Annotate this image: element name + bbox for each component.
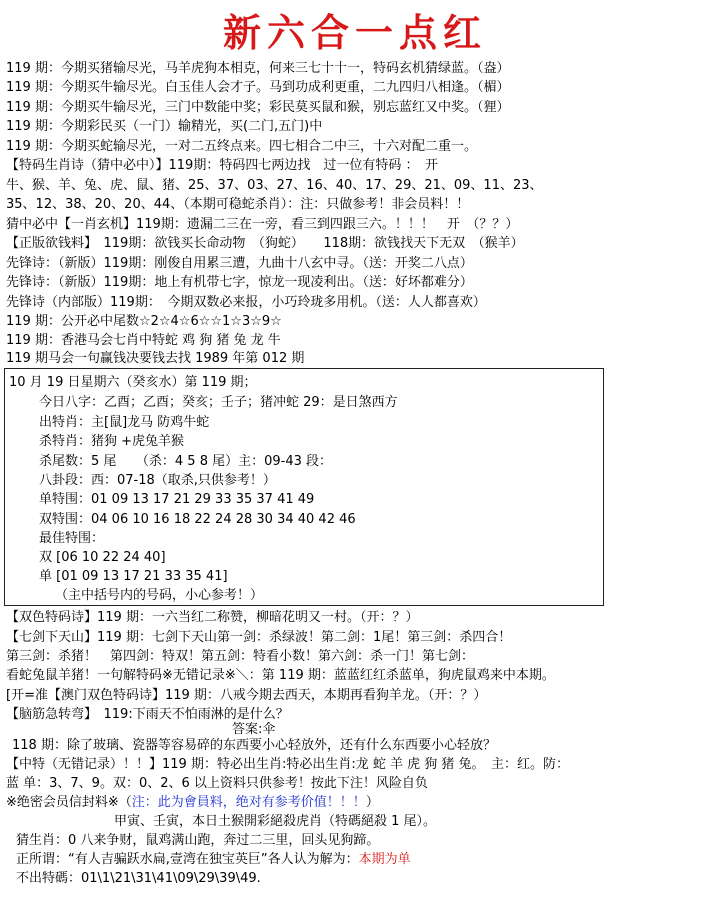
box-line: （主中括号内的号码，小心参考！）	[55, 588, 264, 603]
text-line: 119 期：香港马会七肖中特蛇 鸡 狗 猪 兔 龙 牛	[6, 333, 281, 348]
text-line: 119 期：今期买牛输尽光，三门中数能中奖；彩民莫买鼠和猴，别忘蓝红又中奖。（狸）	[6, 100, 510, 115]
box-line: 双 [06 10 22 24 40]	[39, 550, 166, 565]
vip-line	[6, 794, 706, 812]
text-line: 先锋诗：（新版）119期：地上有机带七字，惊龙一现凌利出。（送：好坏都难分）	[6, 275, 473, 290]
text-line: 119 期：今期买蛇输尽光，一对二五终点来。四七相合二中三，十六对配二重一。	[6, 139, 477, 154]
text-line: 【中特（无错记录）！！】119 期：特必出生肖:特必出生肖:龙 蛇 羊 虎 狗 猪 兔。 主：红。防：	[6, 757, 569, 772]
text-line: 蓝 单：3、7、9。双：0、2、6 以上资料只供参考！按此下注！风险自负	[6, 776, 428, 791]
box-line: 出特肖：主[鼠]龙马 防鸡牛蛇	[39, 415, 210, 430]
text-line: [开=准【澳门双色特码诗】119 期：八戒今期去西天，本期再看狗羊龙。（开：？）	[6, 688, 487, 703]
text-line: 甲寅、壬寅，本日土猴開彩絕殺虎肖（特碼絕殺 1 尾）。	[114, 814, 437, 829]
vip-suffix: ）	[365, 795, 379, 810]
text-line: 先锋诗（内部版）119期： 今期双数必来报，小巧玲珑多用机。（送：人人都喜欢）	[6, 295, 486, 310]
text-line: 【正版欲钱料】 119期：欲钱买长命动物 （狗蛇） 118期：欲钱找天下无双 （猴羊）	[6, 236, 524, 251]
box-line: 杀尾数：5 尾 （杀：4 5 8 尾）主：09-43 段：	[39, 454, 333, 469]
answer-text: 答案:伞	[232, 722, 276, 737]
text-line: 【特码生肖诗（猜中必中）】119期：特码四七两边找 过一位有特码 ： 开	[6, 158, 438, 173]
text-line: 【双色特码诗】119 期：一六当红二称赞，柳暗花明又一村。（开：？）	[6, 610, 419, 625]
box-line: 杀特肖：猪狗 +虎兔羊猴	[39, 434, 185, 449]
box-line: 单 [01 09 13 17 21 33 35 41]	[39, 569, 228, 584]
text-line: 先锋诗：（新版）119期：刚俊自用累三遭，九曲十八玄中寻。（送：开奖二八点）	[6, 256, 473, 271]
vip-prefix: ※绝密会员信封料※（	[6, 795, 132, 810]
text-line: 35、12、38、20、20、44、（本期可稳蛇杀肖）：注：只做参考！非会员料！！	[6, 197, 470, 212]
box-line: 八卦段：西：07-18（取杀,只供参考！）	[39, 473, 276, 488]
text-line: 猜生肖：0 八来争财，鼠鸡满山跑，奔过二三里，回头见狗蹄。	[16, 833, 380, 848]
text-line: 119 期马会一句赢钱决要钱去找 1989 年第 012 期	[6, 351, 305, 366]
box-line: 单特围：01 09 13 17 21 29 33 35 37 41 49	[39, 492, 315, 507]
text-line: 119 期：今期彩民买（一门）输精光，买(二门,五门)中	[6, 119, 323, 134]
text-line: 119 期：公开必中尾数☆2☆4☆6☆☆1☆3☆9☆	[6, 314, 282, 329]
text-line: 第三剑：杀猪！ 第四剑：特双！第五剑：特看小数！第六剑：杀一门！第七剑：	[6, 649, 475, 664]
text-line: 猜中必中【一肖玄机】119期：遗漏二三在一旁，看三到四跟三六。！！！ 开 （？？）	[6, 217, 519, 232]
box-header: 10 月 19 日星期六（癸亥水）第 119 期；	[9, 375, 257, 390]
box-line: 最佳特围：	[39, 531, 105, 546]
answer-line	[16, 851, 710, 869]
text-line: 牛、猴、羊、兔、虎、鼠、猪、25、37、03、27、16、40、17、29、21、09、11、23、	[6, 178, 543, 193]
text-line: 【脑筋急转弯】 119:下雨天不怕雨淋的是什么？	[6, 707, 289, 722]
box-line: 双特围：04 06 10 16 18 22 24 28 30 34 40 42 46	[39, 512, 356, 527]
page-title: 新六合一点红	[222, 10, 487, 55]
box-line: 今日八字：乙酉；乙酉；癸亥；壬子；猪冲蛇 29：是日煞西方	[39, 395, 398, 410]
text-line: 119 期：今期买牛输尽光。白玉佳人会才子。马到功成利更重，二九四归八相逢。（楣）	[6, 80, 510, 95]
text-line: 看蛇兔鼠羊猪！一句解特码※无错记录※＼：第 119 期：蓝蓝红红杀蓝单，狗虎鼠鸡来中本期。	[6, 668, 555, 683]
text-line: 119 期：今期买猪输尽光，马羊虎狗本相克，何来三七十十一，特码玄机猜绿蓝。（盎）	[6, 61, 510, 76]
text-line: 118 期：除了玻璃、瓷器等容易碎的东西要小心轻放外，还有什么东西要小心轻放？	[12, 738, 496, 753]
answer-highlight: 本期为单	[358, 852, 411, 867]
text-line: 【七剑下天山】119 期：七剑下天山第一剑：杀绿波！第二剑：1尾！第三剑：杀四合！	[6, 630, 512, 645]
answer-prefix: 正所谓：“有人吉骗跃水扁,壹湾在独宝英巨”各人认为解为：	[16, 852, 359, 867]
forecast-box	[4, 368, 604, 606]
vip-note: 注：此为會員料，绝对有参考价值！！！	[131, 795, 366, 810]
text-line: 不出特碼：01\1\21\31\41\09\29\39\49.	[16, 871, 261, 886]
